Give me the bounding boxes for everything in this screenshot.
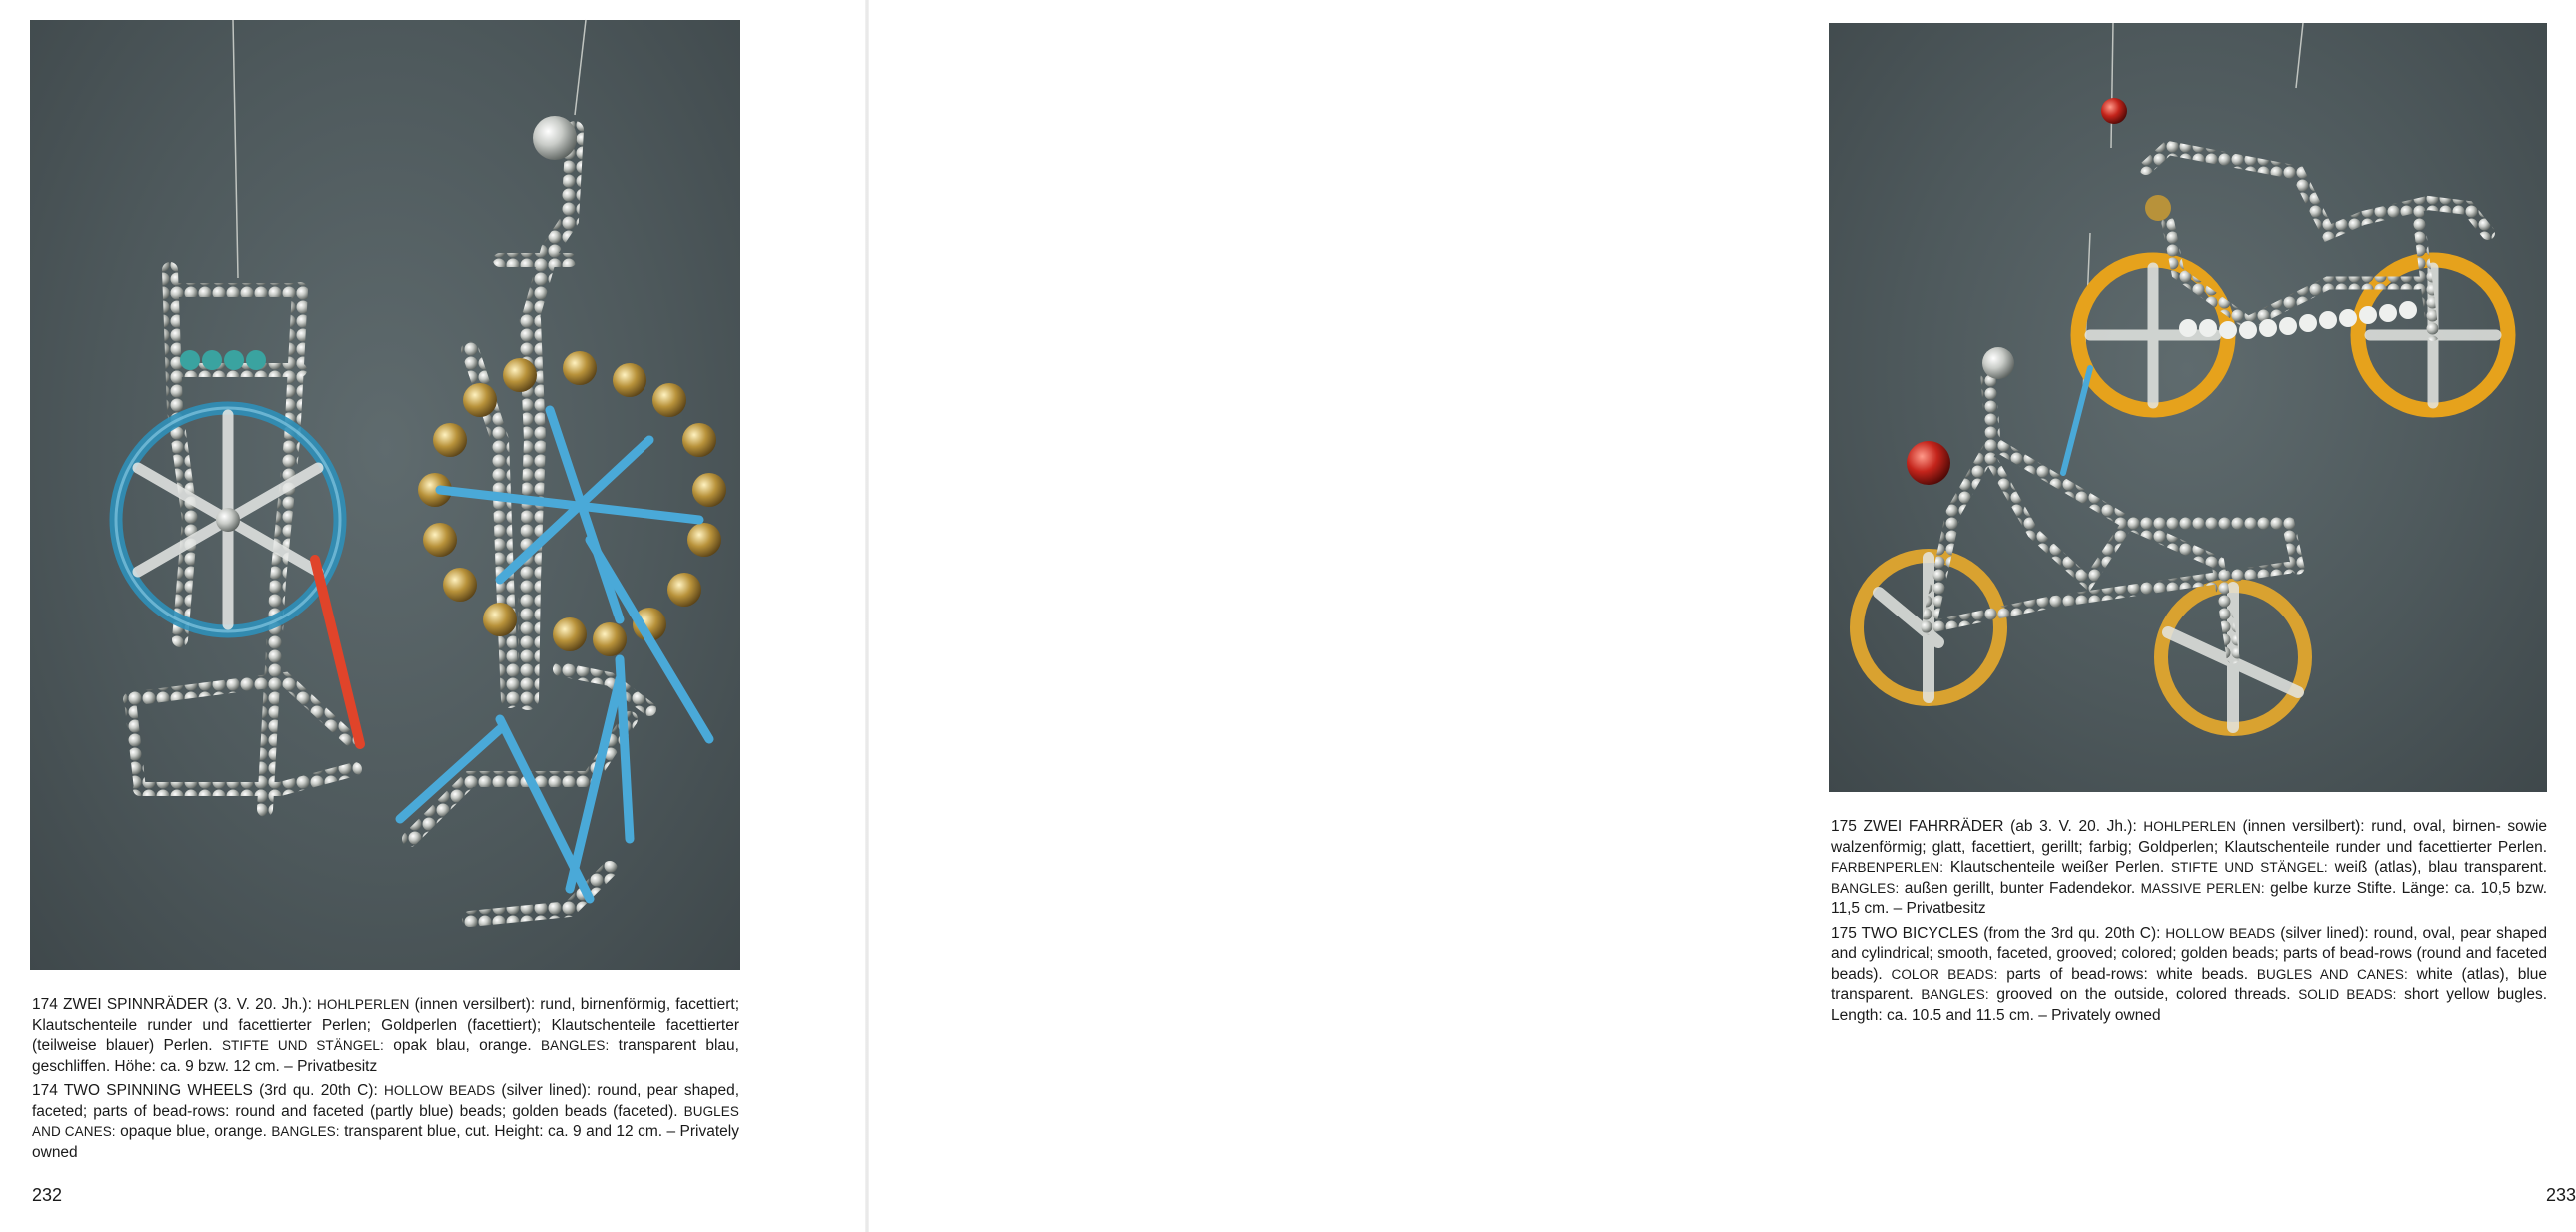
- caption-174: [32, 995, 739, 1167]
- spinning-wheels-illustration: [30, 20, 740, 970]
- page-number-left: 232: [32, 1185, 63, 1205]
- bicycles-illustration: [1829, 23, 2547, 792]
- caption-174-english: 174 TWO SPINNING WHEELS (3rd qu. 20th C): HOLLOW BEADS (silver lined): round, pear shaped, faceted; parts of bead-rows: round and faceted (partly blue) beads; golden beads (faceted). BUGLES AND CANES: opaque blue, orange. BANGLES: transparent blue, cut. Height: ca. 9 and 12 cm. – Privately owned: [32, 1082, 740, 1161]
- caption-175-german: 175 ZWEI FAHRRÄDER (ab 3. V. 20. Jh.): HOHLPERLEN (innen versilbert): rund, oval, birnen- sowie walzenförmig; glatt, facettiert, gerillt; farbig; Goldperlen; Klautschenteile runder und facettierter Perlen. FARBENPERLEN: Klautschenteile weißer Perlen. STIFTE UND STÄNGEL: weiß (atlas), blau transparent. BANGLES: außen gerillt, bunter Fadendekor. MASSIVE PERLEN: gelbe kurze Stifte. Länge: ca. 10,5 bzw. 11,5 cm. – Privatbesitz: [1831, 818, 2548, 917]
- photo-spinning-wheels: [30, 20, 740, 970]
- page-number-right: 233: [2546, 1185, 2576, 1205]
- photo-bicycles: [1829, 23, 2547, 792]
- caption-174-german: 174 ZWEI SPINNRÄDER (3. V. 20. Jh.): HOHLPERLEN (innen versilbert): rund, birnenförmig, facettiert; Klautschenteile runder und facettierter Perlen; Goldperlen (facettiert); Klautschenteile facettierter (teilweise blauer) Perlen. STIFTE UND STÄNGEL: opak blau, orange. BANGLES: transparent blau, geschliffen. Höhe: ca. 9 bzw. 12 cm. – Privatbesitz: [32, 996, 740, 1075]
- left-page: [0, 0, 867, 1232]
- right-page: [867, 0, 2576, 1232]
- caption-175: [1831, 817, 2547, 1030]
- caption-175-english: 175 TWO BICYCLES (from the 3rd qu. 20th C): HOLLOW BEADS (silver lined): round, oval, pear shaped and cylindrical; smooth, faceted, grooved; colored; golden beads; parts of bead-rows (round and faceted beads). COLOR BEADS: parts of bead-rows: white beads. BUGLES AND CANES: white (atlas), blue transparent. BANGLES: grooved on the outside, colored threads. SOLID BEADS: short yellow bugles. Length: ca. 10.5 and 11.5 cm. – Privately owned: [1831, 924, 2548, 1024]
